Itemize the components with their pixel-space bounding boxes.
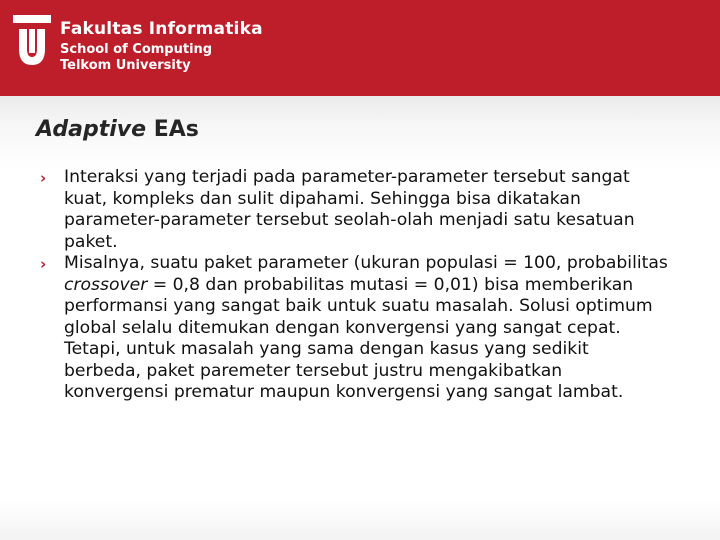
bullet-text-part: = 0,8 dan probabilitas mutasi = 0,01) bisa memberikan performansi yang sangat baik untuk suatu masalah. Solusi optimum global selalu ditemukan dengan konvergensi yang sangat cepat. Tetapi, untuk masalah yang sama dengan kasus yang sedikit berbeda, paket paremeter tersebut justru mengakibatkan konvergensi prematur maupun konvergensi yang sangat lambat. (64, 274, 653, 402)
telkom-university-logo-icon (13, 15, 51, 69)
header-bar (0, 0, 720, 96)
bullet-text-emphasis: crossover (64, 274, 148, 295)
bullet-item (40, 167, 670, 253)
bullet-item (40, 253, 670, 404)
slide-title (36, 117, 199, 142)
slide-title-emphasis: Adaptive (36, 117, 147, 142)
school-name: School of Computing (60, 42, 213, 57)
bullet-text-part: Misalnya, suatu paket parameter (ukuran populasi = 100, probabilitas (64, 253, 668, 273)
footer-strip (0, 500, 720, 540)
chevron-right-icon: › (40, 169, 47, 187)
faculty-name: Fakultas Informatika (60, 19, 263, 39)
university-name: Telkom University (60, 58, 191, 73)
bullet-text (64, 253, 668, 402)
chevron-right-icon: › (40, 255, 47, 273)
bullet-list (40, 167, 670, 404)
bullet-text: Interaksi yang terjadi pada parameter-parameter tersebut sangat kuat, kompleks dan sulit dipahami. Sehingga bisa dikatakan parameter-parameter tersebut seolah-olah menjadi satu kesatuan paket. (64, 167, 635, 252)
slide-title-rest: EAs (153, 117, 199, 142)
institution-block (60, 19, 263, 74)
